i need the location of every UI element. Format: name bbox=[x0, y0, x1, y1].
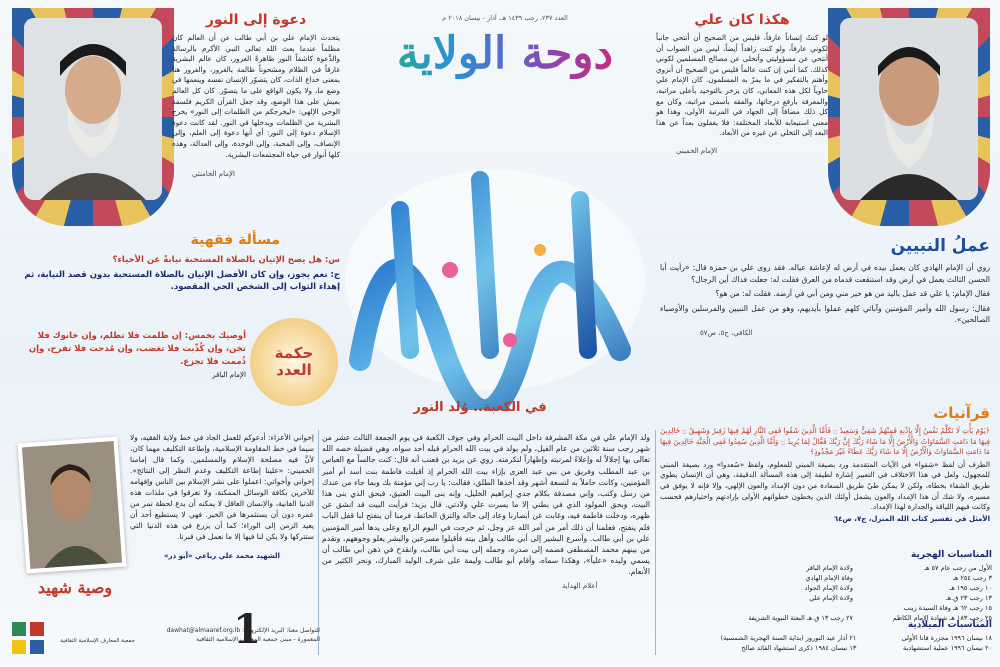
org-name: جمعية المعارف الإسلامية الثقافية bbox=[60, 638, 135, 644]
masthead-title: دوحة الولاية bbox=[360, 28, 650, 79]
hijri-table bbox=[720, 563, 992, 623]
fiqh-answer: ج: نعم يجوز، وإن كان الأفضل الإتيان بالصلاة المستحبة بدون قصد النيابة، ثم إهداء الثواب إلى الشخص الحي المقصود. bbox=[24, 270, 340, 292]
org-logo bbox=[8, 618, 48, 658]
right-top-heading: هكذا كان علي bbox=[694, 12, 790, 28]
hijri-detail: شهادة الإمام الكاظم bbox=[892, 614, 948, 622]
gregorian-event: ١٨ نيسان ١٩٩٦ bbox=[950, 634, 992, 642]
column-divider bbox=[655, 430, 656, 655]
khamenei-portrait bbox=[24, 18, 162, 200]
hijri-detail: ولادة الإمام علي bbox=[809, 594, 853, 602]
gregorian-detail: عملية استشهادية bbox=[903, 644, 949, 652]
work-paragraph-2: فقال الإمام: يا علي قد عمل باليد من هو خير مني ومن أبي في أرضه. فقلت له: من هو؟ bbox=[715, 289, 990, 298]
gregorian-event: ٢٠ نيسان ١٩٩٦ bbox=[950, 644, 992, 652]
story-source: أعلام الهداية bbox=[562, 581, 598, 590]
gregorian-detail: مجزرة قانا الأولى bbox=[901, 634, 949, 642]
page-number: 1 bbox=[233, 606, 261, 653]
hijri-detail: البعثة النبوية الشريفة bbox=[748, 614, 805, 622]
fiqh-question: س: هل يصح الإتيان بالصلاة المستحبة نيابةً عن الأحياء؟ bbox=[112, 255, 340, 265]
work-heading: عملُ النبيين bbox=[890, 236, 990, 256]
martyr-photo bbox=[18, 437, 127, 574]
work-paragraph-1: روي أن الإمام الهادي كان يعمل بيده في أرض له لإعاشة عياله. فقد روى علي بن حمزة قال: «رأيت أبا الحسن الثالث يعمل في أرض وقد استنقعت قدماه من العرق فقلت له: جعلت فداك أين الرجال؟ bbox=[660, 263, 990, 284]
hijri-heading: المناسبات الهجرية bbox=[911, 550, 992, 560]
khomeini-portrait bbox=[840, 18, 978, 200]
gregorian-event: ١٣ نيسان ١٩٨٤ bbox=[814, 644, 857, 652]
issue-info: العدد ٢٣٧، رجب ١٤٣٩ هـ، آذار - نيسان ٢٠١٨ م bbox=[442, 14, 568, 22]
masthead bbox=[360, 14, 650, 114]
fiqh-heading: مسألة فقهية bbox=[190, 232, 280, 248]
left-top-signature: الإمام الخامنئي bbox=[192, 170, 235, 179]
hijri-events bbox=[859, 563, 992, 603]
gregorian-table bbox=[662, 633, 992, 653]
martyr-text: إخواني الأعزاء: أدعوكم للعمل الجاد في خط ولاية الفقيه، ولا سيما في خط المقاومة الإسلامية، وإطاعة التكليف مهما كان، لأنَّ فيه مصلحة الإسلام والمسلمين. وكما قال إمامنا الخميني: «علينا إطاعة التكليف وعدم النظر إلى النتائج». إخواني وأخواتي: اعملوا على نشر الإسلام بين الناس وإفهامه للآخرين بكافة الوسائل الممكنة، ولا تغرقوا في ملذات هذه الدنيا الفانية، والإنسان العاقل لا يمكنه أن يدع لحظة تمر من عمره دون أن يستثمرها في الخير. فهي لا يستطيع أحد أن يعيد الزمن إلى الوراء؛ كما أن يزرع في هذه الدنيا التي ستتركها ولا يكن لنا فيها إلا ما نعمل في قبرنا. bbox=[130, 433, 314, 541]
hijri-event: ٣ رجب ٢٥٤ هـ bbox=[952, 574, 992, 582]
quran-verse: ﴿يَوْمَ يَأْتِ لَا تَكَلَّمُ نَفْسٌ إِلَّا بِإِذْنِهِ فَمِنْهُمْ شَقِيٌّ وَسَعِيدٌ ۝ فَأَمَّا الَّذِينَ شَقُوا فَفِي النَّارِ لَهُمْ فِيهَا زَفِيرٌ وَشَهِيقٌ ۝ خَالِدِينَ فِيهَا مَا دَامَتِ السَّمَاوَاتُ وَالْأَرْضُ إِلَّا مَا شَاءَ رَبُّكَ إِنَّ رَبَّكَ فَعَّالٌ لِمَا يُرِيدُ ۝ وَأَمَّا الَّذِينَ سُعِدُوا فَفِي الْجَنَّةِ خَالِدِينَ فِيهَا مَا دَامَتِ السَّمَاوَاتُ وَالْأَرْضُ إِلَّا مَا شَاءَ رَبُّكَ عَطَاءً غَيْرَ مَجْذُوذٍ﴾ bbox=[660, 426, 990, 457]
martyr-heading: وصية شهيد bbox=[37, 578, 113, 597]
wisdom-badge-text: حكمة العدد bbox=[274, 344, 314, 379]
quran-source: الأمثل في تفسير كتاب الله المنزل، ج٧، ص٦٤ bbox=[833, 514, 990, 523]
hijri-event: ١٥ رجب ٦٢ هـ bbox=[952, 604, 992, 612]
gregorian-heading: المناسبات الميلادية bbox=[907, 620, 992, 630]
work-paragraph-3: فقال: رسول الله وأمير المؤمنين وآبائي كلهم عملوا بأيديهم، وهو من عمل النبيين والمرسلين والأوصياء الصالحين». bbox=[660, 303, 990, 324]
hijri-detail: ولادة الإمام الجواد bbox=[804, 584, 853, 592]
hijri-event: ٢٧ رجب ١٣ ق.هـ bbox=[806, 614, 853, 622]
left-top-heading: دعوة إلى النور bbox=[205, 12, 307, 28]
hijri-event: ١٣ رجب ٢٣ ق.هـ bbox=[945, 594, 992, 602]
center-calligraphy-text bbox=[330, 150, 660, 151]
column-divider bbox=[318, 430, 319, 655]
hijri-event: ٢٥ رجب ١٨٣ هـ bbox=[949, 614, 992, 622]
publisher-info: المعمورة - مبنى جمعية المعارف الإسلامية الثقافية bbox=[196, 636, 320, 643]
center-artwork bbox=[330, 150, 660, 410]
right-top-signature: الإمام الخميني bbox=[676, 146, 718, 155]
wisdom-signature: الإمام الباقر bbox=[212, 371, 246, 379]
gregorian-detail: ذكرى استشهاد القائد صالح bbox=[741, 644, 813, 652]
hijri-details bbox=[720, 563, 853, 603]
right-top-text: لو كنتُ إنساناً عارفاً، فليس من الصحيح أن أنتحي جانباً لكوني عارفاً، ولو كنت زاهداً أيضاً، ليس من الصواب أن أنتحي عن مسؤوليتي وأتخلى عن مصالح المسلمين لكوني كذلك. كما أنني إن كنت عالماً فليس من الصحيح أن أنزوي وأهتم بالتفكير في ما يمرّ به المسلمون. كان الإمام علي حاوياً لكل هذه المعاني، كان يزخر بالتوحيد بأعلى مراتبه، والمعرفة بأرفع درجاتها، والفقه بأسمى مراتبه، وكان مع كل ذلك مضافاً إلى الجهاد في المرتبة الأولى، وهذا هو معنى استيعابه للأبعاد المختلفة: فلا يغفلون بعداً عن هذا البعد إلى التخلي عن غيره من الأبعاد. bbox=[656, 33, 828, 138]
left-top-text: يتحدث الإمام علي بن أبي طالب عن أن العالم كان مظلماً عندما بعث الله تعالى النبي الأكرم بالرسالة والدَّعوة كاشفاً النور ظاهرةً الغرور، كان عالم البشرية غارقاً في الظلام ومشحوناً ظالمة بالغرور، والغرور هنا بمعنى خداع الذات، كان يتصوّر الإنسان نفسه وينعمها في وضع ما، ولا يكون الواقع على ما يتصوّر. كان كل العالم بعيش على هذا الوضع، وقد جعل القرآن الكريم فلسفة الوحي الإلهي: «ليخرجكم من الظلمات إلى النور» يخرج البشرية من الظلمات ويدخلها في النور. لقد كانت دعوة الإسلام دعوة إلى النور: أي أنها دعوة إلى العلم، وإلى الإنصاف، وإلى المحبة، وإلى الوحدة، وإلى العدالة، وهذه كلها أنوار في حياة المجتمعات البشرية. bbox=[172, 33, 340, 159]
martyr-signature: الشهيد محمد علي رباعي «أبو ذر» bbox=[164, 552, 280, 560]
story-text: ولد الإمام علي في مكة المشرفة داخل البيت الحرام وفي جوف الكعبة في يوم الجمعة الثالث عشر من شهر رجب سنة ثلاثين من عام الفيل، ولم يولد في بيت الله الحرام قبله أحد سواه، وهي فضيلة خصه الله تعالى بها إجلالاً له وإعلاءً لمرتبته وإظهاراً لتكرمته. روي عن يزيد بن قعنب أنه قال: كنت جالساً مع العباس بن عبد المطلب وفريق من بني عبد العزى بإزاء بيت الله الحرام إذ أقبلت فاطمة بنت أسد أم أمير المؤمنين، وكانت حاملاً به لتسعة أشهر وقد أخذها الطلق، فقالت: يا رب إني مؤمنة بك وبما جاء من عندك من رسل وكتب، وإني مصدقة بكلام جدي إبراهيم الخليل، وإنه بنى البيت العتيق، فبحق الذي بنى هذا البيت، وبحق المولود الذي في بطني إلا ما يسرت علي ولادتي. قال يزيد: فرأيت البيت قد انشق عن ظهره، ودخلت فاطمة فيه، وغابت عن أبصارنا وعاد إلى حاله والتزق الحائط، فرمنا أن ينفتح لنا قفل الباب فلم ينفتح، فعلمنا أن ذلك أمر من أمر الله عز وجل، ثم خرجت في اليوم الرابع وعلى يدها أمير المؤمنين علي بن أبي طالب. وأسرع البشير إلى أبي طالب وأهل بيته فأقبلوا مسرعين والبشر يعلو وجوههم، وتقدم من بينهم محمد المصطفى فضمه إلى صدره، وحمله إلى بيت أبي طالب، وانقدح في ذهن أبي طالب أن يسمي وليده «علياً»، وهكذا سماه، وأقام أبو طالب وليمة على شرف الوليد المبارك، ونحر الكثير من الأنعام. bbox=[322, 433, 650, 577]
wisdom-badge bbox=[250, 318, 338, 406]
quran-commentary: الطرف أن لفظ «شقوا» في الآيات المتقدمة ورد بصيغة المبني للمعلوم، ولفظ «سُعدوا» ورد بصيغة المبني للمجهول، ولعل في هذا الاختلاف في التعبير إشارة لطيفة إلى هذه المسألة الدقيقة، وهي أن الإنسان يطوي طريق الشقاء بخطاه، ولكن لا يمكن طيّ طريق السعادة من دون الإمداد والعون الإلهي، وإلا فإنه لا يوفق في مسيره، ولا شك أن هذا الإمداد والعون يشمل أولئك الذين يخطون خطواتهم الأولى بإرادتهم واختيارهم فحسب وكانت فيهم اللياقة والجدارة لهذا الإمداد. bbox=[660, 459, 990, 512]
work-source: الكافي، ج٥، ص٥٧ bbox=[700, 328, 753, 337]
quran-heading: قرآنيات bbox=[933, 404, 990, 422]
hijri-event: ١٠ رجب ١٩٥ هـ bbox=[949, 584, 992, 592]
hijri-event: الأول من رجب عام ٥٧ هـ bbox=[924, 564, 992, 572]
gregorian-detail: عيد النوروز (بداية السنة الهجرية الشمسية) bbox=[720, 634, 836, 642]
hijri-detail: وفاة السيدة زينب bbox=[903, 604, 951, 612]
hijri-detail: ولادة الإمام الباقر bbox=[806, 564, 853, 572]
center-caption: في الكعبة.. وُلد النور bbox=[413, 400, 547, 415]
gregorian-event: ٢١ آذار bbox=[837, 634, 857, 642]
contact-info: للتواصل معنا: البريد الإلكتروني: dawhat@almaaref.org.lb bbox=[166, 627, 320, 634]
hijri-detail: وفاة الإمام الهادي bbox=[805, 574, 853, 582]
wisdom-text: أوصيك بخمس: إن ظلمت فلا تظلم، وإن خانوك فلا تخن، وإن كُذّبت فلا تغضب، وإن مُدحت فلا تفرح، وإن ذُممت فلا تجزع. bbox=[28, 331, 246, 367]
